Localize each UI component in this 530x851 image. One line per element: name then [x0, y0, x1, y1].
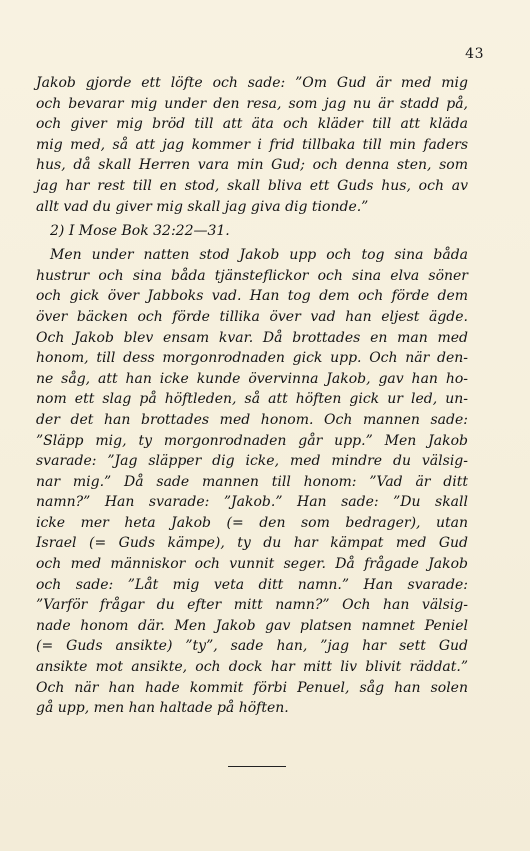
paragraph-wrestling: [36, 245, 468, 719]
text-line: Israel (= Guds kämpe), ty du har kämpat med Gud: [36, 535, 468, 552]
text-line: och med människor och vunnit seger. Då frågade Jakob: [36, 556, 468, 573]
text-line: Men under natten stod Jakob upp och tog sina båda: [50, 247, 468, 264]
text-line: nar mig.” Då sade mannen till honom: ”Vad är ditt: [36, 473, 468, 490]
text-line: jag har rest till en stod, skall bliva ett Guds hus, och av: [36, 177, 468, 194]
text-line: ”Släpp mig, ty morgonrodnaden går upp.” Men Jakob: [36, 432, 468, 449]
text-line: ansikte mot ansikte, och dock har mitt liv blivit räddat.”: [36, 659, 468, 676]
text-line: gå upp, men han haltade på höften.: [36, 700, 289, 717]
text-line: nade honom där. Men Jakob gav platsen namnet Peniel: [36, 617, 468, 634]
text-line: hus, då skall Herren vara min Gud; och denna sten, som: [36, 157, 468, 174]
text-line: Jakob gjorde ett löfte och sade: ”Om Gud är med mig: [36, 75, 468, 91]
text-line: hustrur och sina båda tjänsteflickor och sina elva söner: [36, 267, 468, 284]
text-line: allt vad du giver mig skall jag giva dig tionde.”: [36, 198, 369, 215]
text-line: och giver mig bröd till att äta och kläder till att kläda: [36, 116, 468, 133]
page-number: 43: [465, 46, 484, 62]
section-divider: [228, 766, 286, 767]
text-line: Och när han hade kommit förbi Penuel, såg han solen: [36, 679, 468, 696]
text-line: nom ett slag på höftleden, så att höften gick ur led, un-: [36, 391, 468, 408]
body-text: [36, 73, 468, 719]
text-line: över bäcken och förde tillika över vad han eljest ägde.: [36, 308, 468, 325]
text-line: icke mer heta Jakob (= den som bedrager), utan: [36, 514, 468, 531]
text-line: och sade: ”Låt mig veta ditt namn.” Han svarade:: [36, 576, 468, 593]
text-line: och gick över Jabboks vad. Han tog dem och förde dem: [36, 288, 468, 305]
text-line: ”Varför frågar du efter mitt namn?” Och han välsig-: [36, 597, 468, 614]
text-line: der det han brottades med honom. Och mannen sade:: [36, 411, 468, 428]
scripture-reference: 2) I Mose Bok 32:22—31.: [50, 223, 230, 240]
text-line: Och Jakob blev ensam kvar. Då brottades en man med: [36, 329, 468, 346]
text-line: honom, till dess morgonrodnaden gick upp. Och när den-: [36, 350, 468, 367]
paragraph-vow: [36, 73, 468, 217]
text-line: (= Guds ansikte) ”ty”, sade han, ”jag har sett Gud: [36, 638, 468, 655]
text-line: mig med, så att jag kommer i frid tillbaka till min faders: [36, 136, 468, 153]
text-line: namn?” Han svarade: ”Jakob.” Han sade: ”Du skall: [36, 494, 468, 511]
text-line: ne såg, att han icke kunde övervinna Jakob, gav han ho-: [36, 370, 468, 387]
text-line: svarade: ”Jag släpper dig icke, med mindre du välsig-: [36, 453, 468, 470]
text-line: och bevarar mig under den resa, som jag nu är stadd på,: [36, 95, 468, 112]
